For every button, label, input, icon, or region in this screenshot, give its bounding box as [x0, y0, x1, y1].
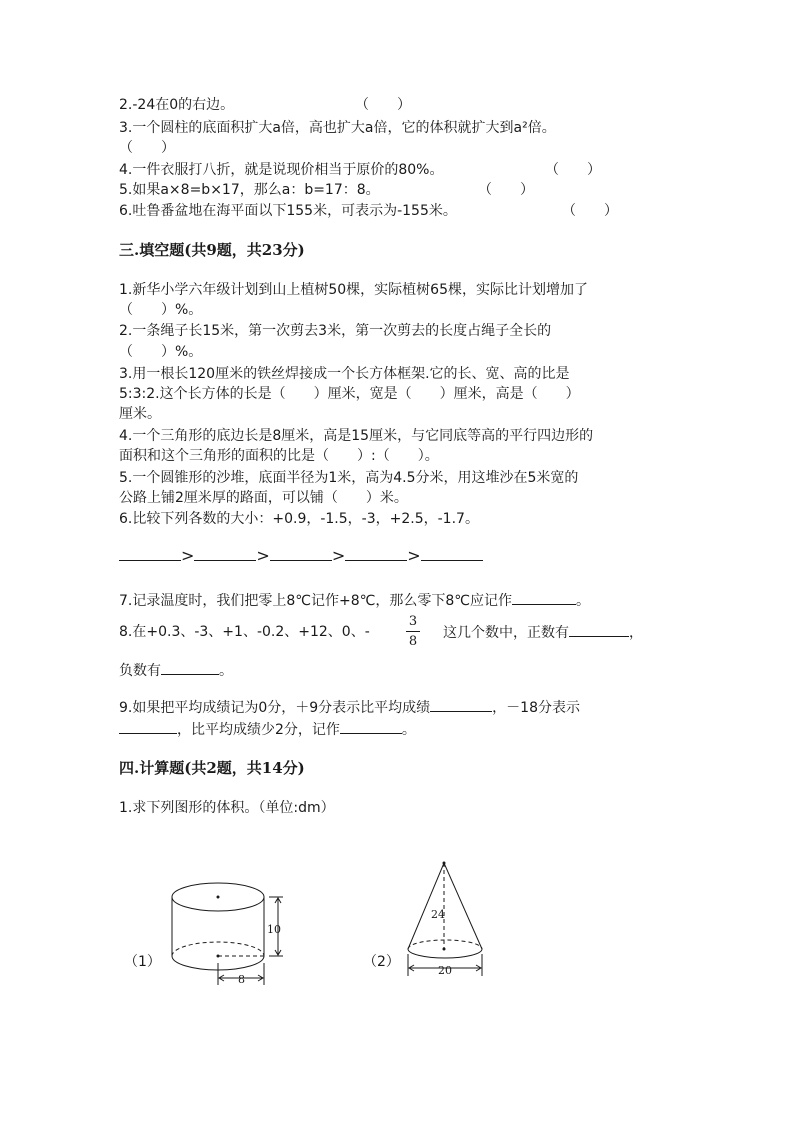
- judge-item-2: [119, 95, 234, 115]
- fill-q4-line1: 4.一个三角形的底边长是8厘米，高是15厘米，与它同底等高的平行四边形的: [119, 428, 594, 444]
- gt-sign: >: [407, 546, 421, 565]
- judge-answer-paren-2[interactable]: （ ）: [355, 97, 411, 113]
- cone-base-front: [408, 949, 482, 958]
- fill-q7-end: 。: [575, 593, 590, 609]
- gt-sign: >: [256, 546, 270, 565]
- fill-q9-text-a: 9.如果把平均成绩记为0分，＋9分表示比平均成绩: [119, 700, 431, 716]
- fill-q9-blank-1[interactable]: [430, 697, 492, 712]
- cone-figure: [398, 858, 498, 983]
- cylinder-bottom-back: [172, 942, 264, 956]
- cylinder-height-label: 10: [267, 923, 281, 936]
- fill-q8-part1: 8.在+0.3、-3、+1、-0.2、+12、0、-: [119, 624, 370, 640]
- fill-q4-line2[interactable]: 面积和这个三角形的面积的比是（ ）:（ ）。: [119, 448, 439, 464]
- cone-left-edge: [408, 863, 444, 949]
- cylinder-figure: [160, 875, 300, 990]
- fill-q5-line2[interactable]: 公路上铺2厘米厚的路面，可以铺（ ）米。: [119, 490, 408, 506]
- cylinder-top-center: [217, 896, 220, 899]
- fill-q9-blank-2[interactable]: [119, 719, 177, 734]
- cone-base-back: [408, 940, 482, 949]
- judge-item-5: 5.如果a×8=b×17，那么a：b=17：8。: [119, 182, 380, 198]
- judge-answer-paren-3[interactable]: （ ）: [119, 140, 175, 156]
- fill-q1-line1: 1.新华小学六年级计划到山上植树50棵，实际植树65棵，实际比计划增加了: [119, 282, 588, 298]
- cylinder-radius-label: 8: [238, 973, 245, 986]
- fill-q9-end: 。: [401, 722, 416, 738]
- fill-q7: [119, 590, 590, 611]
- fill-q9-text-b: ，－18分表示: [492, 700, 580, 716]
- fill-q9-line2: [119, 719, 416, 740]
- fill-q8-positive-blank[interactable]: [569, 622, 629, 637]
- fill-q3-line1: 3.用一根长120厘米的铁丝焊接成一个长方体框架.它的长、宽、高的比是: [119, 366, 570, 382]
- fraction-denominator: 8: [408, 634, 418, 649]
- fill-q8-fraction: [406, 614, 420, 649]
- fill-q8-negative-end: 。: [219, 663, 233, 679]
- gt-sign: >: [331, 546, 346, 565]
- fill-q8-negative-blank[interactable]: [161, 660, 219, 675]
- cylinder-bottom-center: [217, 955, 220, 958]
- fraction-numerator: 3: [408, 614, 418, 629]
- blank-2[interactable]: [194, 546, 256, 561]
- cone-right-edge: [444, 863, 482, 949]
- fill-q3-line3: 厘米。: [119, 406, 161, 422]
- fill-q9-text-c: ，比平均成绩少2分，记作: [177, 722, 340, 738]
- cone-apex: [443, 862, 446, 865]
- judge-answer-paren-4[interactable]: （ ）: [545, 162, 601, 178]
- blank-1[interactable]: [119, 546, 181, 561]
- judge-answer-paren-6[interactable]: （ ）: [562, 203, 618, 219]
- judge-item-6: 6.吐鲁番盆地在海平面以下155米，可表示为-155米。: [119, 203, 457, 219]
- cone-base-center: [443, 948, 446, 951]
- blank-3[interactable]: [270, 546, 332, 561]
- fill-q7-text: 7.记录温度时，我们把零上8℃记作+8℃，那么零下8℃应记作: [119, 593, 512, 609]
- cone-height-label: 24: [431, 908, 445, 921]
- judge-item-3: 3.一个圆柱的底面积扩大a倍，高也扩大a倍，它的体积就扩大到a²倍。: [119, 120, 556, 136]
- fill-q3-line2[interactable]: 5:3:2.这个长方体的长是（ ）厘米，宽是（ ）厘米，高是（ ）: [119, 386, 580, 402]
- fill-q1-line2[interactable]: （ ）%。: [119, 302, 203, 318]
- calc-q1: 1.求下列图形的体积。（单位:dm）: [119, 800, 335, 816]
- section-title-calc: 四.计算题(共2题，共14分): [119, 759, 305, 777]
- fill-q9-blank-3[interactable]: [340, 719, 402, 734]
- fill-q9-line1: [119, 697, 580, 718]
- fill-q2-line2[interactable]: （ ）%。: [119, 344, 203, 360]
- fill-q2-line1: 2.一条绳子长15米，第一次剪去3米，第一次剪去的长度占绳子全长的: [119, 323, 552, 339]
- fill-q7-blank[interactable]: [512, 590, 576, 605]
- fill-q8-negative: [119, 660, 233, 681]
- fill-q8-negative-label: 负数有: [119, 663, 161, 679]
- fill-q8-comma: ，: [629, 625, 643, 641]
- judge-item-2-text: 2.-24在0的右边。: [119, 97, 235, 113]
- cone-diameter-label: 20: [438, 964, 452, 977]
- figure-2-label: （2）: [363, 954, 400, 970]
- gt-sign: >: [181, 546, 195, 565]
- section-title-fill: 三.填空题(共9题，共23分): [119, 241, 305, 259]
- blank-5[interactable]: [421, 546, 483, 561]
- fill-q6-compare-row: [119, 546, 483, 566]
- figure-1-label: （1）: [124, 954, 161, 970]
- fill-q8-part2: [443, 622, 643, 643]
- blank-4[interactable]: [345, 546, 407, 561]
- fill-q6: 6.比较下列各数的大小：+0.9，-1.5，-3，+2.5，-1.7。: [119, 511, 479, 527]
- fill-q5-line1: 5.一个圆锥形的沙堆，底面半径为1米，高为4.5分米，用这堆沙在5米宽的: [119, 470, 579, 486]
- fill-q8-positive-label: 这几个数中，正数有: [443, 625, 569, 641]
- fraction-bar: [406, 631, 420, 632]
- judge-item-4: 4.一件衣服打八折，就是说现价相当于原价的80%。: [119, 162, 444, 178]
- judge-answer-paren-5[interactable]: （ ）: [478, 182, 534, 198]
